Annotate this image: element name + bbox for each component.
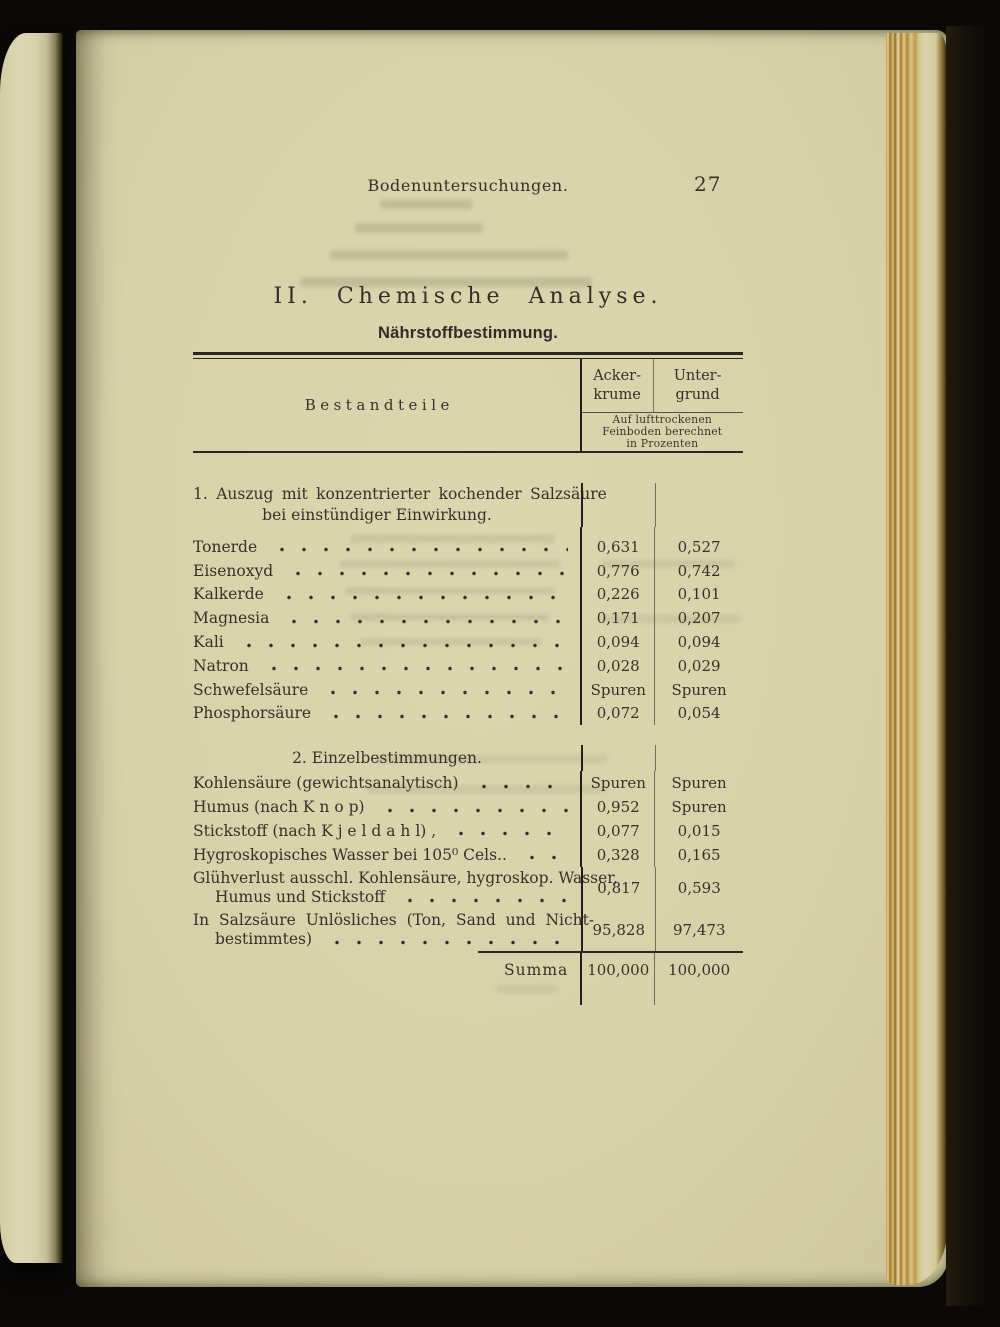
untergrund-value: 97,473 xyxy=(673,920,726,939)
dot-leader xyxy=(261,665,569,672)
running-header: Bodenuntersuchungen. xyxy=(367,176,569,195)
table-row xyxy=(193,795,743,819)
analysis-table xyxy=(193,352,743,1005)
dot-leader xyxy=(471,783,569,790)
book-page xyxy=(76,30,948,1287)
dot-leader xyxy=(324,939,571,946)
ackerkrume-value: 95,828 xyxy=(592,920,646,939)
ackerkrume-value: 0,094 xyxy=(596,633,640,652)
column-names xyxy=(582,359,743,412)
dot-leader xyxy=(377,807,569,814)
untergrund-line2: grund xyxy=(675,386,720,403)
summa-row xyxy=(193,951,743,989)
table-row xyxy=(193,559,743,583)
untergrund-value: 0,101 xyxy=(677,585,721,604)
subheader-line3: in Prozenten xyxy=(626,437,699,450)
table-row xyxy=(193,843,743,867)
untergrund-value: 0,029 xyxy=(677,656,721,675)
ackerkrume-value: 0,072 xyxy=(596,704,640,723)
summa-untergrund-value: 100,000 xyxy=(668,960,731,979)
summa-label: Summa xyxy=(504,960,569,979)
section1-heading-row xyxy=(193,483,743,527)
page-content xyxy=(76,30,948,1287)
table-header xyxy=(193,359,743,451)
ackerkrume-value: 0,077 xyxy=(596,821,640,840)
row-label: Magnesia xyxy=(193,609,270,628)
row-label: Kali xyxy=(193,633,224,652)
ackerkrume-value: 0,952 xyxy=(596,798,640,817)
summa-ackerkrume-value: 100,000 xyxy=(587,960,650,979)
page-subtitle: Nährstoffbestimmung. xyxy=(377,324,558,342)
ackerkrume-value: Spuren xyxy=(590,774,646,793)
table-row xyxy=(193,771,743,795)
untergrund-value: 0,015 xyxy=(677,821,721,840)
empty-cell xyxy=(655,745,743,771)
untergrund-value: 0,527 xyxy=(677,537,721,556)
untergrund-line1: Unter- xyxy=(673,367,722,384)
ackerkrume-value: 0,028 xyxy=(596,656,640,675)
dot-leader xyxy=(236,642,569,649)
dot-leader xyxy=(519,854,568,861)
ackerkrume-line1: Acker- xyxy=(593,367,641,384)
table-row-twoline xyxy=(193,867,743,909)
header-value-columns xyxy=(580,359,743,451)
empty-cell xyxy=(581,483,655,527)
table-top-rule-thick xyxy=(193,352,743,355)
table-row xyxy=(193,702,743,726)
row-label-line2: Humus und Stickstoff xyxy=(215,887,386,906)
section1-line2: bei einstündiger Einwirkung. xyxy=(262,506,492,524)
row-label-block xyxy=(193,867,618,909)
row-label: Hygroskopisches Wasser bei 105⁰ Cels.. xyxy=(193,845,507,864)
page-number: 27 xyxy=(694,172,722,196)
row-label: Kohlensäure (gewichtsanalytisch) xyxy=(193,774,459,793)
untergrund-value: 0,054 xyxy=(677,704,721,723)
dot-leader xyxy=(276,594,568,601)
spacer-row xyxy=(193,527,743,535)
row-label: Natron xyxy=(193,656,249,675)
section2-label: 2. Einzelbestimmungen. xyxy=(292,749,482,768)
ackerkrume-value: 0,171 xyxy=(596,609,640,628)
facing-page-edge xyxy=(0,33,63,1263)
units-subheader xyxy=(582,413,743,451)
dot-leader xyxy=(285,570,568,577)
ackerkrume-value: Spuren xyxy=(590,680,646,699)
untergrund-value: Spuren xyxy=(671,798,727,817)
ackerkrume-value: 0,328 xyxy=(596,845,640,864)
table-row xyxy=(193,654,743,678)
table-row xyxy=(193,583,743,607)
dot-leader xyxy=(397,897,571,904)
table-row-twoline xyxy=(193,909,743,951)
dot-leader xyxy=(269,546,568,553)
header-components xyxy=(193,359,580,451)
table-row xyxy=(193,535,743,559)
dot-leader xyxy=(323,713,568,720)
row-label: Tonerde xyxy=(193,537,258,556)
untergrund-value: Spuren xyxy=(671,680,727,699)
row-label: Humus (nach K n o p) xyxy=(193,798,365,817)
dot-leader xyxy=(320,689,568,696)
row-label-line2: bestimmtes) xyxy=(215,929,313,948)
ackerkrume-value: 0,226 xyxy=(596,585,640,604)
untergrund-value: 0,207 xyxy=(677,609,721,628)
ackerkrume-value: 0,776 xyxy=(596,561,640,580)
untergrund-value: 0,742 xyxy=(677,561,721,580)
section1-heading xyxy=(193,483,607,527)
ackerkrume-line2: krume xyxy=(593,386,641,403)
subheader-line1: Auf lufttrockenen xyxy=(612,413,713,426)
section1-line1: 1. Auszug mit konzentrierter kochender Salzsäure xyxy=(193,485,607,503)
row-label-block xyxy=(193,909,595,951)
row-label: Phosphorsäure xyxy=(193,704,312,723)
table-row xyxy=(193,606,743,630)
row-label: Stickstoff (nach K j e l d a h l) , xyxy=(193,821,437,840)
empty-cell xyxy=(581,745,655,771)
untergrund-value: 0,165 xyxy=(677,845,721,864)
row-label: Eisenoxyd xyxy=(193,561,274,580)
running-header-line xyxy=(193,176,743,195)
ackerkrume-value: 0,631 xyxy=(596,537,640,556)
row-label-line1: Glühverlust ausschl. Kohlensäure, hygroskop. Wasser, xyxy=(193,868,618,887)
section2-heading-row xyxy=(193,745,743,771)
dot-leader xyxy=(281,618,568,625)
column-header-untergrund xyxy=(653,359,742,412)
subheader-line2: Feinboden berechnet xyxy=(602,425,723,438)
untergrund-value: 0,593 xyxy=(677,878,721,897)
untergrund-value: Spuren xyxy=(671,774,727,793)
empty-cell xyxy=(655,483,743,527)
table-row xyxy=(193,678,743,702)
table-body xyxy=(193,483,743,1005)
section-title: II. Chemische Analyse. xyxy=(273,284,663,309)
components-header-label: Bestandteile xyxy=(304,396,454,414)
row-label-line1: In Salzsäure Unlösliches (Ton, Sand und Nicht- xyxy=(193,910,595,929)
section2-heading xyxy=(193,745,581,771)
table-header-bottom-rule xyxy=(193,451,743,453)
table-row xyxy=(193,819,743,843)
column-header-ackerkrume xyxy=(582,359,653,412)
row-label: Kalkerde xyxy=(193,585,264,604)
untergrund-value: 0,094 xyxy=(677,633,721,652)
row-label: Schwefelsäure xyxy=(193,680,309,699)
page-stack-edges xyxy=(886,33,948,1285)
ackerkrume-value: 0,817 xyxy=(597,878,641,897)
table-row xyxy=(193,630,743,654)
book-cover-edge xyxy=(946,26,990,1306)
table-tail-row xyxy=(193,989,743,1005)
dot-leader xyxy=(448,830,568,837)
